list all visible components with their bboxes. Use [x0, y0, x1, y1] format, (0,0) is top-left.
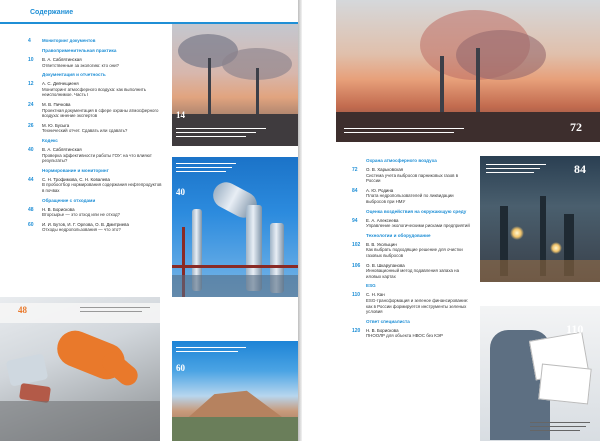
toc-page-number: 94	[352, 217, 358, 224]
toc-author: О. В. Харьковская	[366, 167, 404, 172]
left-page	[0, 0, 298, 441]
toc-right	[352, 155, 472, 343]
toc-page-number: 106	[352, 262, 361, 269]
toc-section-heading: Ответ специалиста	[366, 318, 410, 324]
toc-entry[interactable]	[352, 292, 472, 314]
toc-author: В. А. Саблятинская	[42, 57, 82, 62]
toc-section-heading: Обращение с отходами	[42, 197, 96, 203]
image-72	[336, 0, 600, 142]
toc-article-title: ПНООЛР для объекта НВОС без КЭР	[366, 333, 443, 339]
toc-entry[interactable]	[352, 263, 472, 280]
image-60-page-number: 60	[176, 363, 185, 373]
toc-section-heading: Правоприменительная практика	[42, 48, 117, 53]
toc-article-title: Отходы недропользования — что это?	[42, 227, 121, 233]
toc-author: В. А. Саблятинская	[42, 146, 82, 152]
right-page	[302, 0, 600, 441]
toc-page-number: 10	[28, 57, 34, 63]
toc-section-heading: Охрана атмосферного воздуха	[366, 158, 437, 163]
image-72-page-number: 72	[570, 120, 582, 134]
toc-page-number: 26	[28, 122, 34, 129]
toc-section-heading: Нормирование и мониторинг	[42, 167, 109, 173]
page-title: Содержание	[30, 9, 74, 16]
toc-author: А. Ю. Родина	[366, 187, 394, 193]
header-bar	[0, 0, 298, 24]
toc-author: Е. А. Алексеева	[366, 217, 399, 223]
toc-entry[interactable]	[352, 218, 472, 229]
toc-left	[28, 38, 162, 237]
toc-author: В. В. Уколыцин	[366, 241, 397, 247]
toc-article-title: Технический отчет. Сдавать или сдавать?	[42, 128, 128, 134]
toc-author: И. И. Бутов, И. Г. Орлова, О. В. Дмитриева	[42, 221, 129, 227]
toc-entry[interactable]	[352, 242, 472, 259]
toc-entry[interactable]	[28, 102, 162, 119]
toc-section-heading: ESG	[366, 283, 376, 289]
toc-article-title: Инновационный метод подавления запаха на иловых картах	[366, 268, 460, 279]
image-110	[480, 306, 600, 441]
toc-author: Н. В. Борискова	[366, 327, 399, 333]
toc-article-title: Проверка эффективности работы ГОУ: на что влияют результаты?	[42, 152, 152, 164]
toc-entry[interactable]	[28, 222, 162, 233]
toc-article-title: В пробоотбор нормирования содержания нефтепродуктов в почвах	[42, 182, 162, 193]
toc-article-title: Вторсырье — это отход или не отход?	[42, 212, 121, 218]
toc-section-heading: Оценка воздействия на окружающую среду	[366, 208, 467, 214]
image-84	[480, 156, 600, 282]
toc-author: М. Ю. Бусыга	[42, 122, 70, 128]
toc-page-number: 44	[28, 176, 34, 183]
image-48	[0, 297, 160, 441]
toc-page-number: 72	[352, 167, 358, 173]
toc-author: О. В. Шкарупанова	[366, 262, 405, 268]
toc-entry[interactable]	[352, 188, 472, 205]
image-110-page-number: 110	[566, 322, 584, 336]
toc-author: А. С. Девчещиеня	[42, 81, 79, 87]
toc-article-title: Проектная документация в сфере охраны атмосферного воздуха: мнение экспертов	[42, 107, 159, 119]
image-14	[172, 24, 298, 146]
toc-section-heading: Технологии и оборудование	[366, 232, 431, 238]
toc-page-number: 120	[352, 327, 361, 334]
toc-entry[interactable]	[28, 81, 162, 98]
toc-author: С. Н. Кан	[366, 292, 385, 298]
image-84-page-number: 84	[574, 162, 586, 176]
toc-article-title: Система учета выбросов парниковых газов в России	[366, 172, 459, 184]
image-40	[172, 157, 298, 297]
toc-article-title: Мониторинг документов	[42, 38, 96, 43]
toc-entry[interactable]	[352, 167, 472, 184]
toc-author: Н. В. Борискова	[42, 206, 75, 212]
toc-article-title: Управление экологическими рисками предприятий	[366, 223, 470, 229]
toc-section-heading: Кодекс	[42, 137, 58, 143]
toc-author: М. В. Пичкова	[42, 101, 71, 107]
toc-article-title: Ответственные за экологию: кто они?	[42, 62, 119, 68]
toc-section-heading: Документация и отчетность	[42, 72, 106, 78]
toc-article-title: Мониторинг атмосферного воздуха: как выполнить неисполнимое. Часть I	[42, 86, 147, 98]
toc-page-number: 102	[352, 241, 361, 248]
toc-article-title: Как выбрать подходящие решение для очистки газовых выбросов	[366, 247, 463, 258]
toc-entry[interactable]	[28, 177, 162, 194]
toc-page-number: 110	[352, 292, 361, 299]
toc-entry[interactable]	[352, 328, 472, 339]
toc-page-number: 24	[28, 101, 34, 108]
toc-entry[interactable]	[28, 207, 162, 218]
toc-page-number: 40	[28, 146, 34, 153]
image-40-page-number: 40	[176, 187, 185, 197]
toc-entry[interactable]	[28, 147, 162, 164]
toc-entry[interactable]	[28, 38, 162, 44]
image-48-page-number: 48	[18, 305, 27, 315]
toc-entry[interactable]	[28, 57, 162, 68]
toc-article-title: ESG-трансформация и зеленое финансирование: как в России формируется инструменты зеленых условия	[366, 297, 469, 315]
toc-article-title: Плата недропользователей по ликвидации выбросов при НМУ	[366, 193, 454, 204]
image-60	[172, 341, 298, 441]
toc-page-number: 48	[28, 206, 34, 213]
toc-page-number: 84	[352, 187, 358, 194]
image-14-page-number: 14	[176, 110, 185, 120]
toc-page-number: 4	[28, 38, 31, 44]
toc-entry[interactable]	[28, 123, 162, 134]
toc-page-number: 12	[28, 81, 34, 88]
toc-page-number: 60	[28, 221, 34, 228]
toc-author: С. Н. Трофимова, С. Н. Ковалева	[42, 176, 110, 182]
